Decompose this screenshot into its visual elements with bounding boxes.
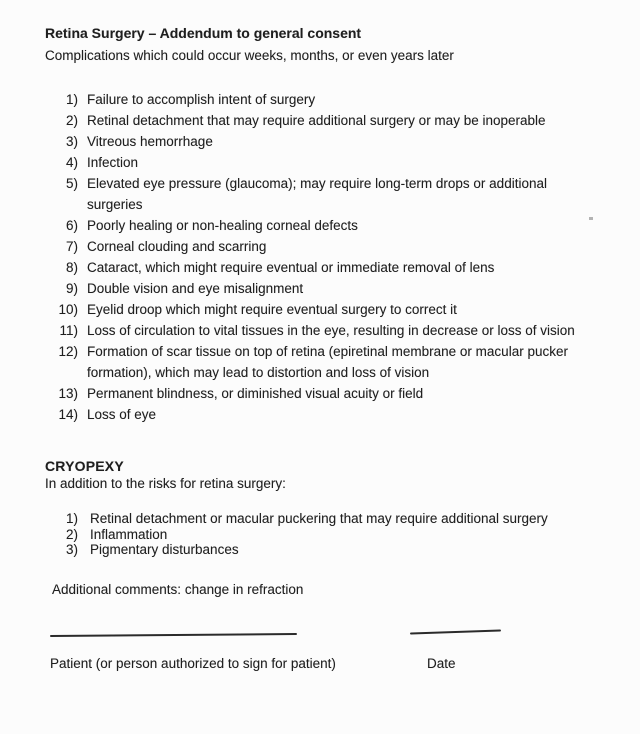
list-item [45, 383, 605, 404]
list-item-number: 4) [65, 155, 78, 170]
list-item-number: 2) [65, 113, 78, 128]
date-label: Date [427, 656, 456, 671]
cryopexy-heading: CRYOPEXY [45, 458, 124, 474]
list-item [45, 299, 605, 320]
list-item-text: Retinal detachment or macular puckering that may require additional surgery [90, 511, 548, 526]
date-signature-line[interactable] [410, 629, 501, 634]
list-item-number: 10) [58, 302, 78, 317]
document-title: Retina Surgery – Addendum to general consent [45, 25, 362, 41]
list-item [45, 511, 605, 527]
list-item-number: 7) [65, 239, 78, 254]
list-item [45, 257, 605, 278]
list-item-text: Inflammation [90, 526, 168, 542]
list-item [45, 527, 605, 543]
list-item-number: 14) [58, 407, 78, 422]
list-item [45, 152, 605, 173]
list-item [45, 110, 605, 131]
list-item-text: Failure to accomplish intent of surgery [87, 92, 316, 107]
list-item-number: 1) [65, 511, 78, 526]
list-item-text: Corneal clouding and scarring [87, 239, 267, 254]
list-item-number: 6) [65, 218, 78, 233]
list-item-text: Infection [87, 155, 139, 170]
list-item-number: 5) [65, 176, 78, 191]
list-item-text: Elevated eye pressure (glaucoma); may require long-term drops or additional surgeries [87, 176, 547, 212]
list-item [45, 89, 605, 110]
list-item [45, 278, 605, 299]
list-item-text: Vitreous hemorrhage [87, 134, 213, 149]
additional-comments-label: Additional comments: [52, 582, 182, 597]
list-item [45, 173, 605, 215]
list-item-text: Pigmentary disturbances [90, 542, 239, 557]
complications-list [45, 89, 605, 425]
list-item-text: Loss of circulation to vital tissues in the eye, resulting in decrease or loss of vision [87, 323, 575, 338]
list-item-number: 9) [65, 281, 78, 296]
scan-speck [589, 217, 593, 220]
cryopexy-intro: In addition to the risks for retina surgery: [45, 476, 286, 491]
list-item [45, 236, 605, 257]
list-item-number: 11) [59, 323, 78, 338]
patient-signature-line[interactable] [50, 633, 297, 637]
list-item [45, 131, 605, 152]
list-item [45, 215, 605, 236]
list-item [45, 341, 605, 383]
list-item [45, 320, 605, 341]
list-item [45, 542, 605, 558]
list-item-number: 3) [65, 542, 78, 557]
list-item [45, 404, 605, 425]
list-item-number: 1) [65, 92, 78, 107]
list-item-text: Loss of eye [87, 407, 157, 422]
patient-label: Patient (or person authorized to sign for patient) [50, 656, 336, 671]
list-item-number: 12) [58, 344, 78, 359]
additional-comments-value: change in refraction [184, 582, 304, 597]
list-item-number: 8) [65, 260, 78, 275]
list-item-text: Eyelid droop which might require eventual surgery to correct it [87, 302, 457, 317]
list-item-text: Retinal detachment that may require additional surgery or may be inoperable [87, 113, 546, 128]
list-item-number: 13) [58, 386, 78, 401]
list-item-text: Permanent blindness, or diminished visual acuity or field [87, 386, 424, 401]
list-item-text: Double vision and eye misalignment [87, 281, 304, 296]
additional-comments-line [52, 582, 303, 597]
cryopexy-list [45, 511, 605, 558]
list-item-text: Formation of scar tissue on top of retina (epiretinal membrane or macular pucker formation), which may lead to distortion and loss of vision [87, 344, 568, 380]
list-item-number: 2) [65, 526, 78, 542]
list-item-text: Cataract, which might require eventual or immediate removal of lens [87, 260, 495, 275]
list-item-number: 3) [65, 134, 78, 149]
document-subtitle: Complications which could occur weeks, months, or even years later [45, 48, 454, 63]
list-item-text: Poorly healing or non-healing corneal defects [87, 218, 358, 233]
